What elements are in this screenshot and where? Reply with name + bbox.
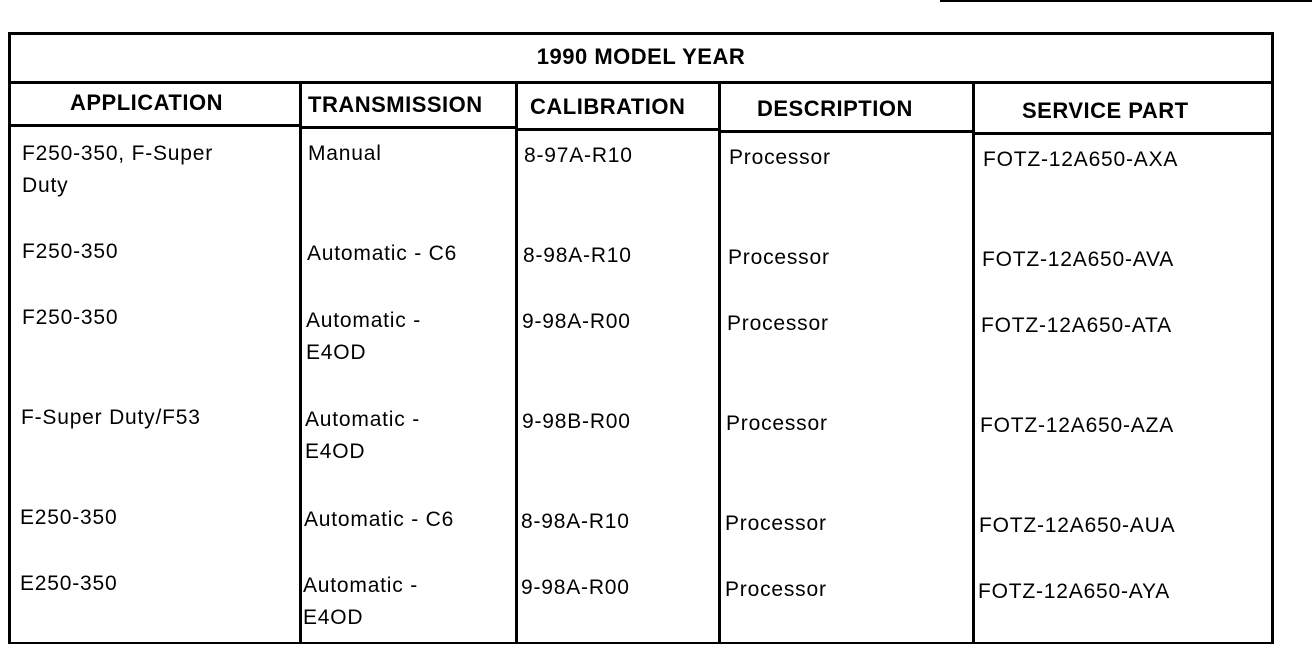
cell-calibration: 9-98A-R00	[522, 310, 631, 333]
cell-transmission: Manual	[308, 142, 382, 165]
cell-transmission: E4OD	[305, 440, 366, 463]
cell-transmission: Automatic -	[306, 309, 421, 332]
cell-transmission: E4OD	[306, 341, 367, 364]
cell-service-part: FOTZ-12A650-AZA	[980, 414, 1175, 437]
cell-description: Processor	[725, 578, 827, 601]
cell-application: F250-350, F-Super	[22, 142, 214, 165]
cell-description: Processor	[727, 312, 829, 335]
header-underline	[8, 124, 302, 127]
header-calibration: CALIBRATION	[530, 94, 686, 119]
cell-transmission: Automatic - C6	[307, 242, 458, 265]
cell-application: E250-350	[20, 506, 118, 529]
header-application: APPLICATION	[70, 90, 223, 115]
cell-application: F-Super Duty/F53	[21, 406, 201, 429]
cell-application: F250-350	[22, 240, 119, 263]
cell-transmission: Automatic - C6	[304, 508, 455, 531]
cell-service-part: FOTZ-12A650-AYA	[978, 580, 1171, 603]
column-divider	[515, 84, 518, 644]
cell-service-part: FOTZ-12A650-AVA	[982, 248, 1175, 271]
cell-calibration: 8-98A-R10	[521, 510, 630, 533]
cell-application: Duty	[22, 174, 69, 197]
cell-transmission: E4OD	[303, 606, 364, 629]
cell-application: F250-350	[22, 306, 119, 329]
header-underline	[299, 126, 518, 129]
cell-calibration: 9-98B-R00	[522, 410, 631, 433]
header-underline	[718, 130, 975, 133]
cell-transmission: Automatic -	[305, 408, 420, 431]
cell-description: Processor	[729, 146, 831, 169]
cell-application: E250-350	[20, 572, 118, 595]
cell-transmission: Automatic -	[303, 574, 418, 597]
header-service-part: SERVICE PART	[1022, 98, 1189, 123]
header-underline	[972, 132, 1274, 135]
top-rule	[940, 0, 1312, 2]
cell-service-part: FOTZ-12A650-AXA	[983, 148, 1179, 171]
cell-description: Processor	[725, 512, 827, 535]
table-title: 1990 MODEL YEAR	[8, 32, 1274, 84]
cell-calibration: 8-97A-R10	[524, 144, 633, 167]
column-divider	[299, 84, 302, 644]
column-divider	[718, 84, 721, 644]
cell-calibration: 8-98A-R10	[523, 244, 632, 267]
header-description: DESCRIPTION	[757, 96, 913, 121]
column-divider	[972, 84, 975, 644]
cell-description: Processor	[728, 246, 830, 269]
cell-description: Processor	[726, 412, 828, 435]
header-underline	[515, 128, 721, 131]
cell-service-part: FOTZ-12A650-AUA	[979, 514, 1176, 537]
cell-calibration: 9-98A-R00	[521, 576, 630, 599]
header-transmission: TRANSMISSION	[308, 92, 483, 117]
cell-service-part: FOTZ-12A650-ATA	[981, 314, 1172, 337]
